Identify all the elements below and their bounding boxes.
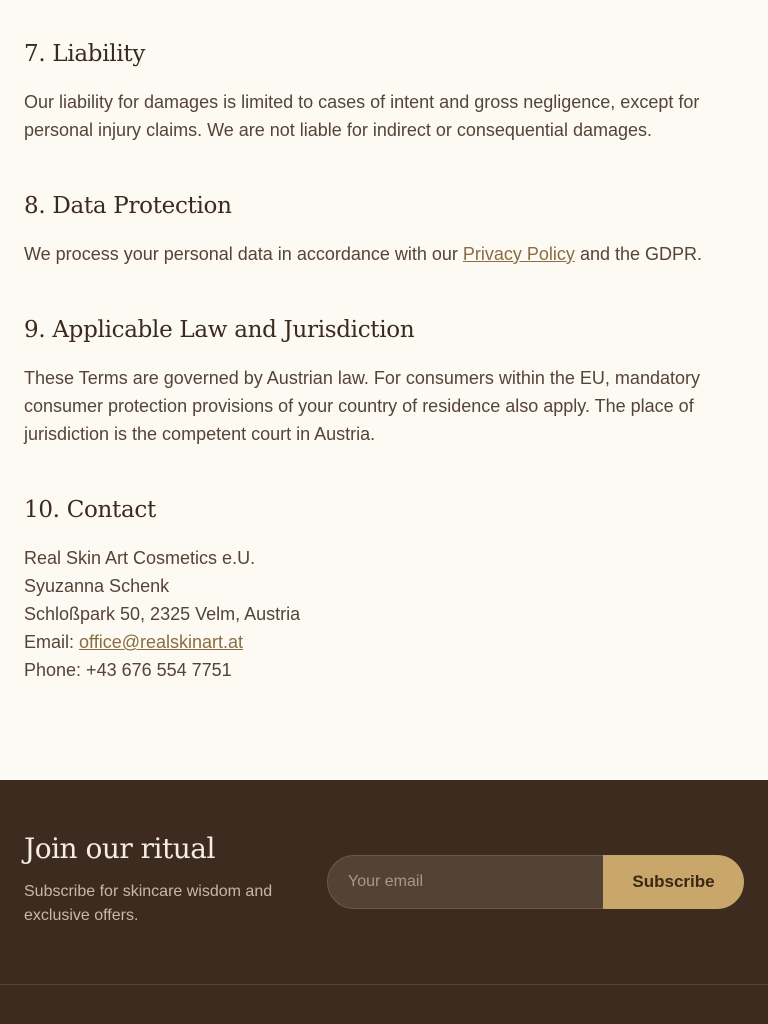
contact-email-link[interactable]: office@realskinart.at <box>79 632 244 652</box>
contact-details <box>24 544 748 684</box>
contact-company: Real Skin Art Cosmetics e.U. <box>24 548 256 568</box>
contact-email-label: Email: <box>24 632 80 652</box>
contact-phone: Phone: +43 676 554 7751 <box>24 660 232 680</box>
data-protection-text-after: and the GDPR. <box>574 244 703 264</box>
privacy-policy-link[interactable]: Privacy Policy <box>462 244 575 264</box>
footer-divider <box>0 984 768 985</box>
data-protection-text-before: We process your personal data in accordance with our <box>24 244 463 264</box>
subscribe-button[interactable]: Subscribe <box>603 855 744 909</box>
section-body-liability: Our liability for damages is limited to cases of intent and gross negligence, except for personal injury claims. We are not liable for indirect or consequential damages. <box>24 92 700 140</box>
contact-person: Syuzanna Schenk <box>24 576 170 596</box>
newsletter-email-input[interactable] <box>327 855 627 909</box>
newsletter-subtitle: Subscribe for skincare wisdom and exclusive offers. <box>24 883 273 924</box>
section-title-data-protection: 8. Data Protection <box>24 193 232 219</box>
section-body-applicable-law: These Terms are governed by Austrian law. For consumers within the EU, mandatory consumer protection provisions of your country of residence also apply. The place of jurisdiction is the competent court in Austria. <box>24 368 700 444</box>
section-body-data-protection <box>24 240 748 268</box>
newsletter-title: Join our ritual <box>24 832 215 865</box>
section-title-contact: 10. Contact <box>24 497 156 523</box>
contact-address: Schloßpark 50, 2325 Velm, Austria <box>24 604 301 624</box>
section-title-liability: 7. Liability <box>24 41 146 67</box>
contact-email-line <box>24 628 748 656</box>
section-title-applicable-law: 9. Applicable Law and Jurisdiction <box>24 317 415 343</box>
